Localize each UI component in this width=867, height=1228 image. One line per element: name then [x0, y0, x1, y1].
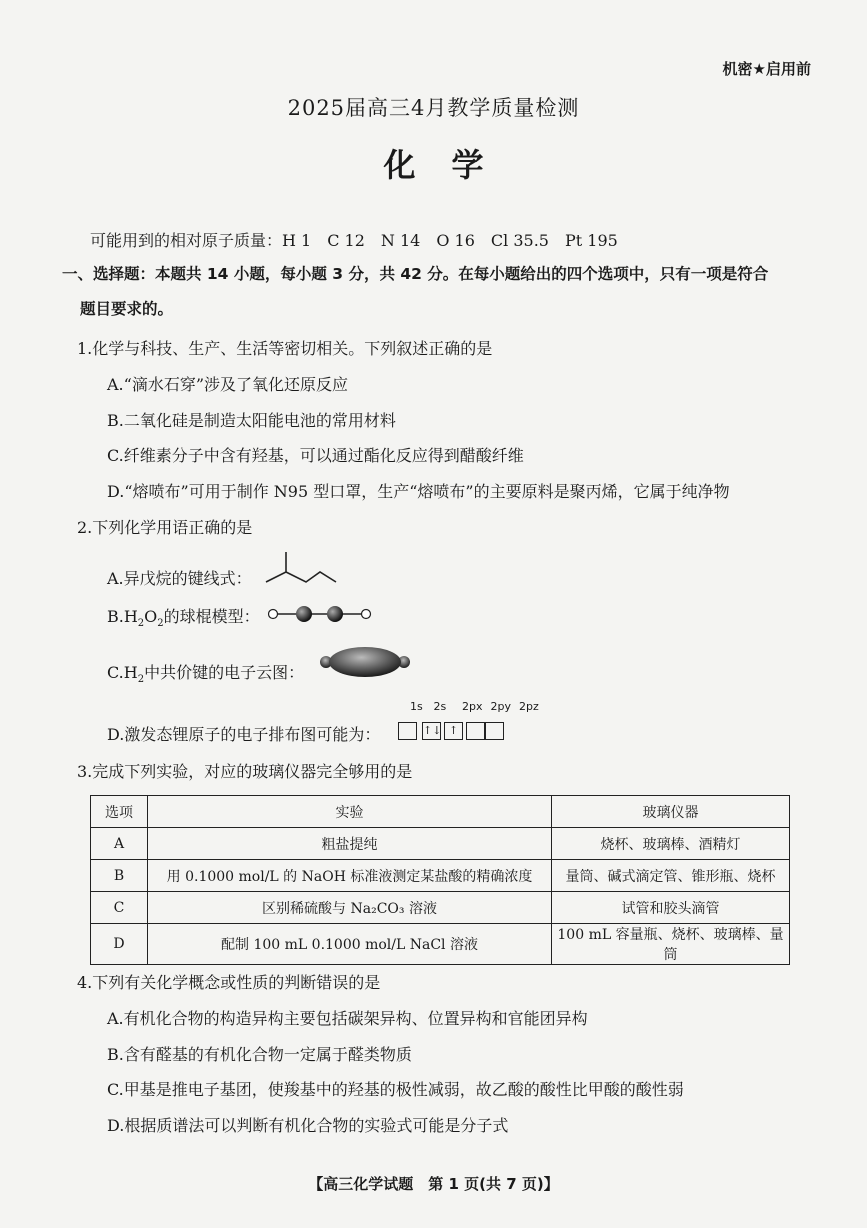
question-1-option-c: C.纤维素分子中含有羟基，可以通过酯化反应得到醋酸纤维 — [107, 446, 524, 465]
table-row — [91, 892, 790, 924]
question-2-option-b: $B.H_2O_2$的球棍模型： — [107, 607, 260, 630]
table-row — [91, 828, 790, 860]
table-cell: 试管和胶头滴管 — [552, 892, 790, 924]
orbital-boxes — [398, 720, 507, 740]
orbital-2pz — [485, 722, 504, 740]
question-1-option-a: A.“滴水石穿”涉及了氧化还原反应 — [107, 375, 349, 394]
table-row — [91, 860, 790, 892]
question-2-option-d: D.激发态锂原子的电子排布图可能为： — [107, 725, 381, 744]
table-header: 选项 — [91, 796, 148, 828]
orbital-2py — [466, 722, 485, 740]
question-4-option-b: B.含有醛基的有机化合物一定属于醛类物质 — [107, 1045, 412, 1064]
experiment-table — [90, 795, 790, 965]
orbital-labels: 1s 2s 2px 2py 2pz — [410, 700, 539, 713]
table-header: 玻璃仪器 — [552, 796, 790, 828]
table-cell: B — [91, 860, 148, 892]
question-2-stem: 2.下列化学用语正确的是 — [77, 518, 253, 537]
table-header: 实验 — [148, 796, 552, 828]
orbital-2s: ↑↓ — [422, 722, 441, 740]
question-4-option-c: C.甲基是推电子基团，使羧基中的羟基的极性减弱，故乙酸的酸性比甲酸的酸性弱 — [107, 1080, 684, 1099]
table-cell: 区别稀硫酸与 Na₂CO₃ 溶液 — [148, 892, 552, 924]
section1-instruction-cont: 题目要求的。 — [80, 300, 174, 318]
orbital-2px: ↑ — [444, 722, 463, 740]
table-row — [91, 924, 790, 965]
atomic-masses: 可能用到的相对原子质量：H 1 C 12 N 14 O 16 Cl 35.5 Pt 195 — [90, 231, 618, 250]
table-cell: 100 mL 容量瓶、烧杯、玻璃棒、量筒 — [552, 924, 790, 965]
table-header-row — [91, 796, 790, 828]
orbital-1s — [398, 722, 417, 740]
table-cell: D — [91, 924, 148, 965]
confidential-mark: 机密★启用前 — [722, 60, 811, 78]
question-2-option-c: $C.H_2$中共价键的电子云图： — [107, 663, 305, 686]
page-footer: 【高三化学试题 第 1 页(共 7 页)】 — [308, 1175, 559, 1193]
question-2-option-a: A.异戊烷的键线式： — [107, 569, 252, 588]
section1-instruction: 一、选择题：本题共 14 小题，每小题 3 分，共 42 分。在每小题给出的四个选项中，只有一项是符合 — [62, 265, 769, 283]
h2-electron-cloud-diagram — [316, 645, 416, 681]
subject-title: 化学 — [383, 146, 520, 184]
table-cell: 用 0.1000 mol/L 的 NaOH 标准液测定某盐酸的精确浓度 — [148, 860, 552, 892]
question-4-stem: 4.下列有关化学概念或性质的判断错误的是 — [77, 973, 381, 992]
question-1-option-d: D.“熔喷布”可用于制作 N95 型口罩，生产“熔喷布”的主要原料是聚丙烯，它属于纯净物 — [107, 482, 730, 501]
question-4-option-a: A.有机化合物的构造异构主要包括碳架异构、位置异构和官能团异构 — [107, 1009, 588, 1028]
table-cell: C — [91, 892, 148, 924]
h2o2-ball-stick-model — [268, 603, 378, 625]
table-cell: A — [91, 828, 148, 860]
table-cell: 烧杯、玻璃棒、酒精灯 — [552, 828, 790, 860]
table-cell: 粗盐提纯 — [148, 828, 552, 860]
question-3-stem: 3.完成下列实验，对应的玻璃仪器完全够用的是 — [77, 762, 413, 781]
isopentane-skeletal-formula — [258, 548, 338, 588]
table-cell: 量筒、碱式滴定管、锥形瓶、烧杯 — [552, 860, 790, 892]
question-4-option-d: D.根据质谱法可以判断有机化合物的实验式可能是分子式 — [107, 1116, 509, 1135]
question-1-stem: 1.化学与科技、生产、生活等密切相关。下列叙述正确的是 — [77, 339, 493, 358]
question-1-option-b: B.二氧化硅是制造太阳能电池的常用材料 — [107, 411, 396, 430]
exam-title: 2025届高三4月教学质量检测 — [287, 96, 580, 120]
table-cell: 配制 100 mL 0.1000 mol/L NaCl 溶液 — [148, 924, 552, 965]
